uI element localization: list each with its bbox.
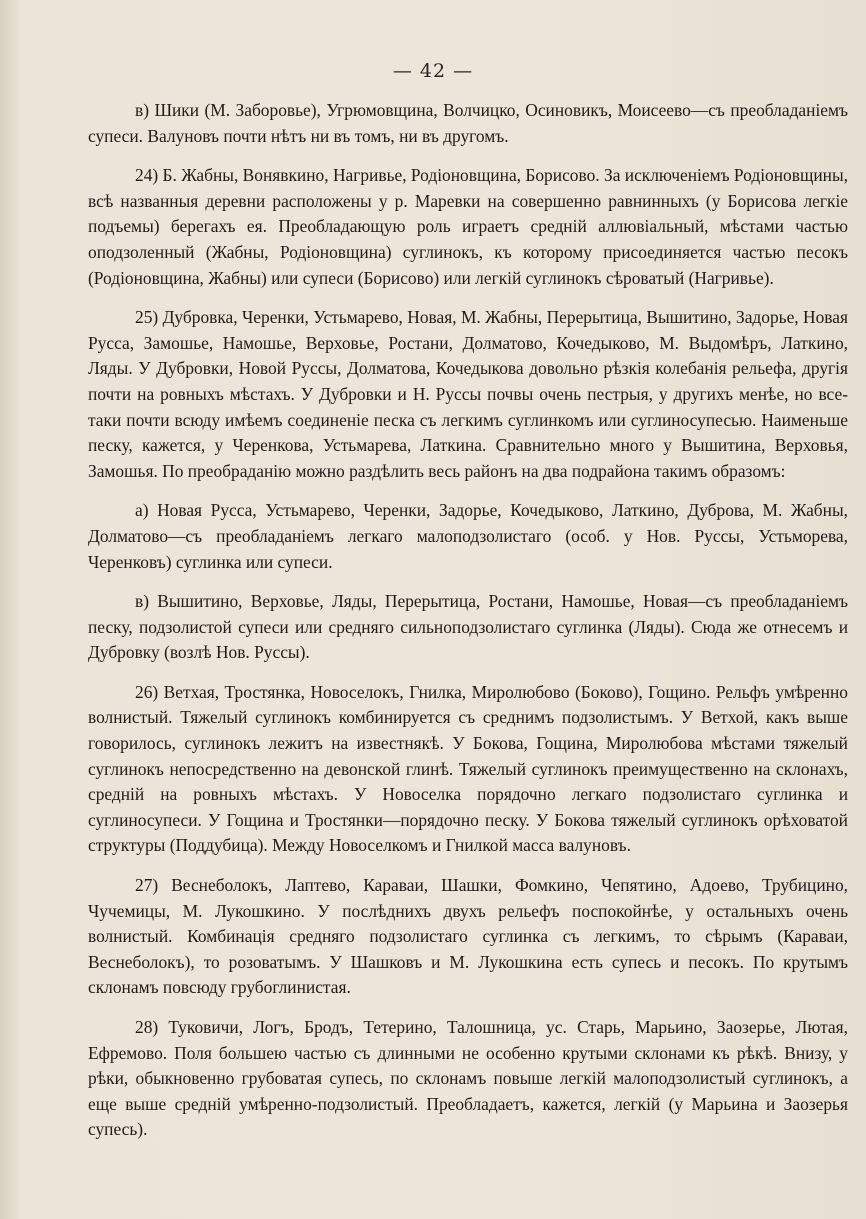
- paragraph-region-28: 28) Туковичи, Логъ, Бродъ, Тетерино, Талошница, ус. Старь, Марьино, Заозерье, Лютая, Ефремово. Поля большею частью съ длинными не особенно крутыми склонами къ рѣкѣ. Внизу, у рѣки, обыкновенно грубоватая супесь, по склонамъ повыше легкій малоподзолистый суглинокъ, а еще выше средній умѣренно-подзолистый. Преобладаетъ, кажется, легкій (у Марьина и Заозерья супесь).: [88, 1017, 848, 1140]
- page-number: — 42 —: [392, 60, 474, 82]
- paragraph-subregion-a: а) Новая Русса, Устьмарево, Черенки, Задорье, Кочедыково, Латкино, Дуброва, М. Жабны, Долматово—съ преобладаніемъ легкаго малоподзолистаго (особ. у Нов. Руссы, Устьморева, Черенковъ) суглинка или супеси.: [88, 500, 848, 572]
- paragraph-region-24: 24) Б. Жабны, Вонявкино, Нагривье, Родіоновщина, Борисово. За исключеніемъ Родіоновщины, всѣ названныя деревни расположены у р. Маревки на совершенно равнинныхъ (у Борисова легкіе подъемы) берегахъ ея. Преобладающую роль играетъ средній аллювіальный, мѣстами частью оподзоленный (Жабны, Родіоновщина) суглинокъ, къ которому присоединяется частью песокъ (Родіоновщина, Жабны) или супеси (Борисово) или легкій суглинокъ сѣроватый (Нагривье).: [88, 165, 848, 288]
- page-body: [88, 98, 848, 1157]
- paragraph-region-27: 27) Веснеболокъ, Лаптево, Караваи, Шашки, Фомкино, Чепятино, Адоево, Трубицино, Чучемицы, М. Лукошкино. У послѣднихъ двухъ рельефъ поспокойнѣе, у остальныхъ очень волнистый. Комбинація средняго подзолистаго суглинка съ легкимъ, то сѣрымъ (Караваи, Веснеболокъ), то розоватымъ. У Шашковъ и М. Лукошкина есть супесь и песокъ. По крутымъ склонамъ повсюду грубоглинистая.: [88, 875, 848, 998]
- paragraph-region-26: 26) Ветхая, Тростянка, Новоселокъ, Гнилка, Миролюбово (Боково), Гощино. Рельфъ умѣренно волнистый. Тяжелый суглинокъ комбинируется съ среднимъ подзолистымъ. У Ветхой, какъ выше говорилось, суглинокъ лежитъ на известнякѣ. У Бокова, Гощина, Миролюбова мѣстами тяжелый суглинокъ непосредственно на девонской глинѣ. Тяжелый суглинокъ преимущественно на склонахъ, средній на ровныхъ мѣстахъ. У Новоселка порядочно легкаго подзолистаго суглинка и суглиносупеси. У Гощина и Тростянки—порядочно песку. У Бокова тяжелый суглинокъ орѣховатой структуры (Поддубица). Между Новоселкомъ и Гнилкой масса валуновъ.: [88, 681, 848, 856]
- paragraph-subregion-v-shiki: в) Шики (М. Заборовье), Угрюмовщина, Волчицко, Осиновикъ, Моисеево—съ преобладаніемъ супеси. Валуновъ почти нѣтъ ни въ томъ, ни въ другомъ.: [88, 100, 848, 146]
- paragraph-subregion-v: в) Вышитино, Верховье, Ляды, Перерытица, Ростани, Намошье, Новая—съ преобладаніемъ песку, подзолистой супеси или средняго сильноподзолистаго суглинка (Ляды). Сюда же отнесемъ и Дубровку (возлѣ Нов. Руссы).: [88, 591, 848, 663]
- paragraph-region-25: 25) Дубровка, Черенки, Устьмарево, Новая, М. Жабны, Перерытица, Вышитино, Задорье, Новая Русса, Замошье, Намошье, Верховье, Ростани, Долматово, Кочедыково, М. Выдомѣръ, Латкино, Ляды. У Дубровки, Новой Руссы, Долматова, Кочедыкова довольно рѣзкія колебанія рельефа, другія почти на ровныхъ мѣстахъ. У Дубровки и Н. Руссы почвы очень пестрыя, у другихъ менѣе, но все-таки почти всюду имѣемъ соединеніе песка съ легкимъ суглинкомъ или суглиносупесью. Наименьше песку, кажется, у Черенкова, Устьмарева, Латкина. Сравнительно много у Вышитина, Верховья, Замошья. По преобраданію можно раздѣлить весь районъ на два подрайона такимъ образомъ:: [88, 307, 848, 481]
